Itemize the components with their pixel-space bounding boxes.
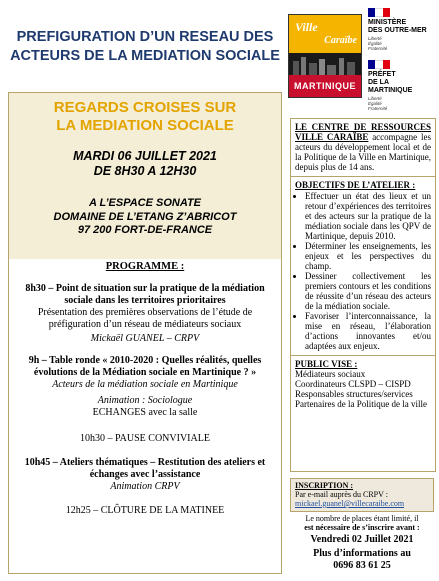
list-item: • Déterminer les enseignements, les enjeux et les perspectives du champ. [305, 241, 431, 271]
logo-word-caraibe: Caraïbe [324, 35, 357, 46]
page-title [10, 28, 280, 66]
list-item: Partenaires de la Politique de la ville [295, 399, 427, 409]
republic-motto: Liberté Égalité Fraternité [368, 36, 388, 51]
logo-word-martinique: MARTINIQUE [289, 75, 361, 97]
programme-item-2: 9h – Table ronde « 2010-2020 : Quelles réalités, quelles évolutions de la Médiation sociale en Martinique ? » Acteurs de la médiation sociale en Martinique Animation : Sociologue ECHANGES avec la salle [28, 355, 262, 418]
logo-word-ville: Ville [295, 20, 318, 34]
prefet-logo [368, 60, 433, 111]
contact-info: Plus d’informations au 0696 83 61 25 [290, 548, 434, 572]
public-list [295, 369, 431, 409]
inscription-box [290, 478, 434, 512]
event-heading: REGARDS CROISES SUR LA MEDIATION SOCIALE [53, 99, 237, 134]
logo-skyline [289, 53, 361, 75]
list-item: Médiateurs sociaux [295, 369, 366, 379]
center-info-box [290, 118, 436, 472]
title-line-2: ACTEURS DE LA MEDIATION SOCIALE [10, 48, 280, 64]
programme-item-5: 12h25 – CLÔTURE DE LA MATINEE [65, 505, 225, 516]
event-box [8, 92, 282, 574]
french-flag-icon [368, 60, 390, 69]
ville-caraibe-logo [288, 14, 362, 98]
programme-item-1: 8h30 – Point de situation sur la pratique de la médiation sociale dans les territoires prioritaires Présentation des premières observations de l’étude de préfiguration d’un réseau de médiateurs sociaux Mickaël GUANEL – CRPV [25, 283, 265, 344]
center-name: LE CENTRE DE RESSOURCES VILLE CARAÏBE [295, 122, 431, 142]
prefet-name: PRÉFET DE LA MARTINIQUE [368, 71, 413, 94]
ministry-name: MINISTÈRE DES OUTRE-MER [368, 19, 427, 34]
list-item: • Favoriser l’interconnaissance, la mise en réseau, l’élaboration d’actions innovantes et/ou adaptées aux enjeux. [305, 311, 431, 351]
phone-number[interactable]: 0696 83 61 25 [333, 560, 391, 571]
programme-item-4: 10h45 – Ateliers thématiques – Restitution des ateliers et échanges avec l’assistance Animation CRPV [24, 457, 266, 492]
event-place: A L’ESPACE SONATE DOMAINE DE L’ETANG Z’ABRICOT 97 200 FORT-DE-FRANCE [53, 197, 237, 236]
objectives-heading: OBJECTIFS DE L’ATELIER : [295, 180, 416, 190]
public-heading: PUBLIC VISE : [295, 359, 358, 369]
title-line-1: PREFIGURATION D’UN RESEAU DES [16, 29, 274, 45]
objectives-list [295, 191, 431, 351]
list-item: • Effectuer un état des lieux et un retour d’expériences des territoires et des acteurs sur la pratique de la médiation sociale dans les QPV de Martinique, depuis 2010. [305, 191, 431, 241]
list-item: • Dessiner collectivement les premiers contours et les conditions de réussite d’un réseau des acteurs de la médiation sociale. [305, 271, 431, 311]
programme-item-3: 10h30 – PAUSE CONVIVIALE [80, 433, 210, 444]
republic-motto: Liberté Égalité Fraternité [368, 96, 388, 111]
ministry-logo [368, 8, 433, 51]
programme-heading: PROGRAMME : [105, 261, 185, 272]
list-item: Coordinateurs CLSPD – CISPD [295, 379, 411, 389]
list-item: Responsables structures/services [295, 389, 413, 399]
french-flag-icon [368, 8, 390, 17]
registration-deadline: Vendredi 02 Juillet 2021 [310, 534, 414, 545]
inscription-text: Par e-mail auprès du CRPV : [295, 490, 388, 499]
registration-note: Le nombre de places étant limité, il est nécessaire de s’inscrire avant : [304, 514, 420, 532]
inscription-heading: INSCRIPTION : [295, 481, 354, 490]
inscription-email-link[interactable]: mickael.guanel@villecaraibe.com [295, 499, 405, 508]
event-date: MARDI 06 JUILLET 2021 DE 8H30 A 12H30 [73, 149, 217, 178]
center-intro: LE CENTRE DE RESSOURCES VILLE CARAÏBE accompagne les acteurs du développement local et de la Politique de la Ville en Martinique, depuis plus de 14 ans. [295, 122, 431, 172]
